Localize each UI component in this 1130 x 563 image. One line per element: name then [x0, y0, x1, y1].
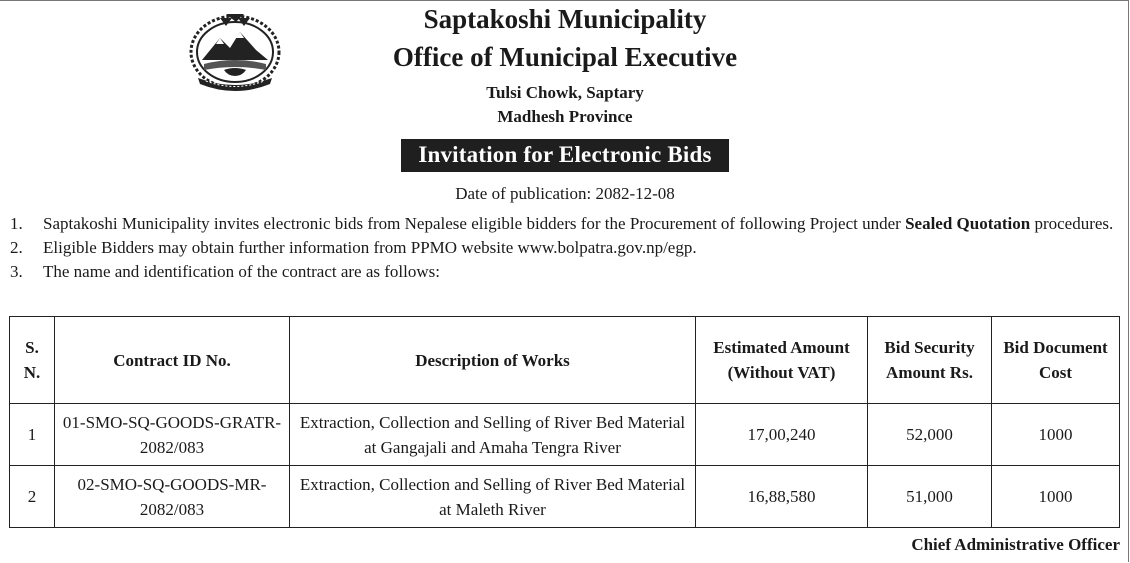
- header-document-cost: Bid Document Cost: [992, 317, 1120, 404]
- point-text-bold: Sealed Quotation: [905, 214, 1031, 233]
- notice-point: [10, 236, 1125, 260]
- table-header-row: [10, 317, 1120, 404]
- notice-title: Invitation for Electronic Bids: [401, 139, 728, 172]
- notice-point: [10, 212, 1125, 236]
- address-line-2: Madhesh Province: [497, 107, 633, 126]
- point-text: [43, 212, 1125, 236]
- point-text-part: Saptakoshi Municipality invites electronic bids from Nepalese eligible bidders for the Procurement of following Project under: [43, 214, 906, 233]
- header-description: Description of Works: [290, 317, 696, 404]
- organization-name: Saptakoshi Municipality: [423, 4, 707, 34]
- notice-point: [10, 260, 1125, 284]
- point-text-part: procedures.: [1030, 214, 1114, 233]
- cell-document-cost: 1000: [992, 466, 1120, 528]
- point-number: 2.: [10, 238, 23, 257]
- table-row: [10, 404, 1120, 466]
- signoff-title: Chief Administrative Officer: [911, 535, 1120, 554]
- cell-estimated-amount: 16,88,580: [696, 466, 868, 528]
- cell-document-cost: 1000: [992, 404, 1120, 466]
- header-estimated-amount: Estimated Amount (Without VAT): [696, 317, 868, 404]
- cell-bid-security: 51,000: [868, 466, 992, 528]
- point-text: Eligible Bidders may obtain further information from PPMO website www.bolpatra.gov.np/egp.: [43, 238, 697, 257]
- table-row: [10, 466, 1120, 528]
- cell-estimated-amount: 17,00,240: [696, 404, 868, 466]
- office-name: Office of Municipal Executive: [392, 42, 738, 72]
- contracts-table: [9, 316, 1120, 528]
- cell-sn: 1: [10, 404, 55, 466]
- cell-sn: 2: [10, 466, 55, 528]
- cell-bid-security: 52,000: [868, 404, 992, 466]
- point-text: The name and identification of the contract are as follows:: [43, 262, 440, 281]
- cell-description: Extraction, Collection and Selling of River Bed Material at Maleth River: [290, 466, 696, 528]
- notice-points: [10, 212, 1125, 284]
- cell-description: Extraction, Collection and Selling of River Bed Material at Gangajali and Amaha Tengra River: [290, 404, 696, 466]
- cell-contract-id: 01-SMO-SQ-GOODS-GRATR-2082/083: [55, 404, 290, 466]
- header-bid-security: Bid Security Amount Rs.: [868, 317, 992, 404]
- cell-contract-id: 02-SMO-SQ-GOODS-MR-2082/083: [55, 466, 290, 528]
- point-number: 1.: [10, 214, 23, 233]
- publication-date: Date of publication: 2082-12-08: [455, 184, 675, 203]
- notice-banner: [0, 139, 1130, 172]
- header-contract-id: Contract ID No.: [55, 317, 290, 404]
- point-number: 3.: [10, 262, 23, 281]
- address-line-1: Tulsi Chowk, Saptary: [486, 83, 644, 102]
- header-sn: S. N.: [10, 317, 55, 404]
